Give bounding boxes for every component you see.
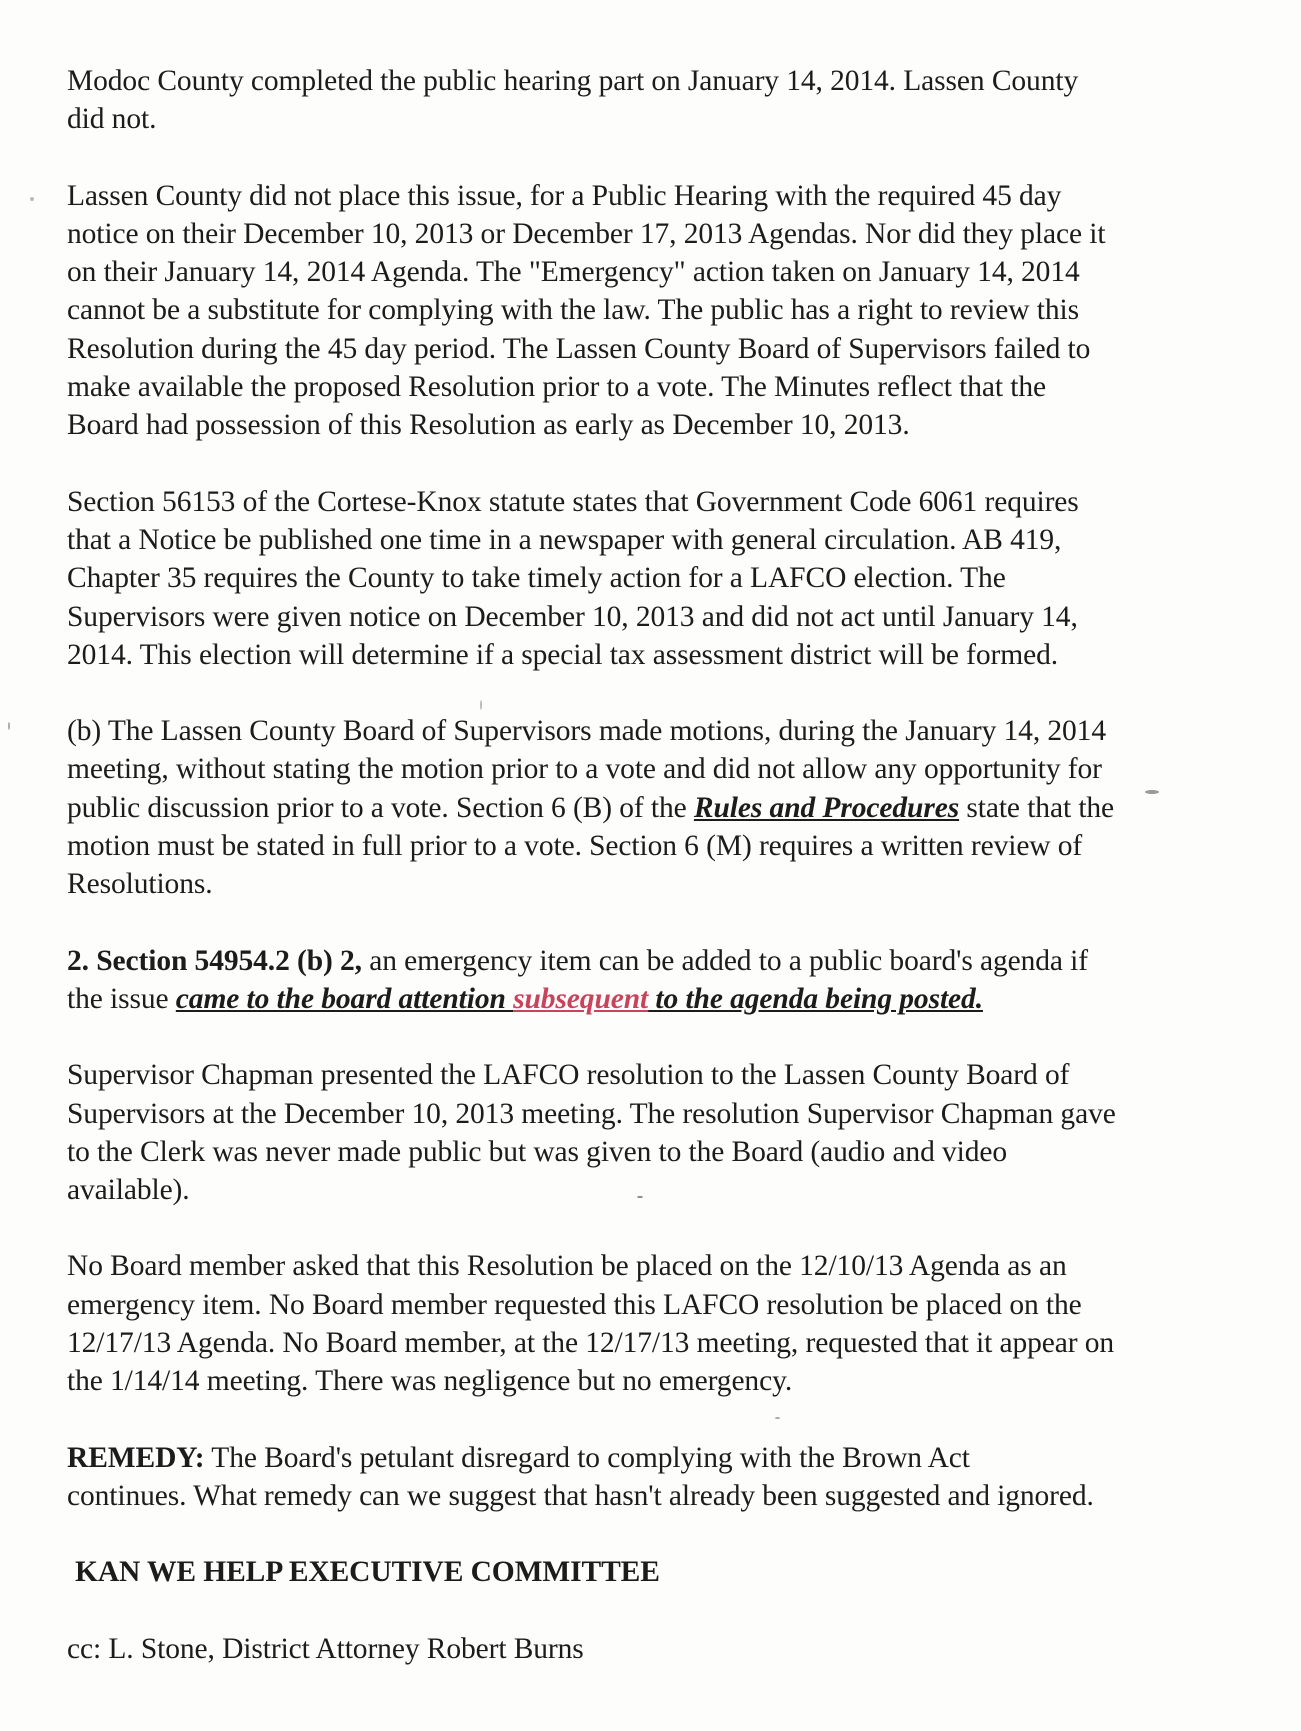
letter-body	[67, 62, 1267, 1668]
text-line: did not.	[67, 103, 157, 136]
text-line	[67, 942, 1267, 980]
text-line: Resolutions.	[67, 868, 213, 901]
text-line: Resolution during the 45 day period. The Lassen County Board of Supervisors failed to	[67, 332, 1091, 365]
text-line: the 1/14/14 meeting. There was negligence but no emergency.	[67, 1365, 793, 1398]
emphasis-text: to the agenda being posted.	[648, 982, 983, 1015]
text-line: on their January 14, 2014 Agenda. The "Emergency" action taken on January 14, 2014	[67, 256, 1080, 289]
scan-speck	[637, 1196, 643, 1198]
text-line: make available the proposed Resolution prior to a vote. The Minutes reflect that the	[67, 371, 1047, 404]
paragraph-public-hearing	[67, 177, 1267, 445]
section-reference: 2. Section 54954.2 (b) 2,	[67, 944, 362, 977]
subsequent-highlight: subsequent	[513, 982, 649, 1015]
paragraph-chapman	[67, 1056, 1267, 1209]
rules-and-procedures-emphasis: Rules and Procedures	[693, 791, 960, 824]
text-line: 12/17/13 Agenda. No Board member, at the 12/17/13 meeting, requested that it appear on	[67, 1327, 1115, 1360]
paragraph-remedy	[67, 1439, 1267, 1516]
text-line: available).	[67, 1174, 190, 1207]
text-line: emergency item. No Board member requested this LAFCO resolution be placed on the	[67, 1288, 1082, 1321]
scan-speck	[1145, 790, 1159, 794]
text-span: state that the	[959, 791, 1115, 824]
text-line	[67, 789, 1267, 827]
text-line: Lassen County did not place this issue, for a Public Hearing with the required 45 day	[67, 179, 1062, 212]
scan-speck	[775, 1417, 780, 1419]
paragraph-modoc	[67, 62, 1267, 139]
scan-speck	[8, 722, 10, 730]
text-line: that a Notice be published one time in a newspaper with general circulation. AB 419,	[67, 523, 1062, 556]
text-line: continues. What remedy can we suggest that hasn't already been suggested and ignored.	[67, 1479, 1094, 1512]
scan-speck	[480, 700, 482, 710]
text-line: Chapter 35 requires the County to take timely action for a LAFCO election. The	[67, 562, 1006, 595]
text-line: motion must be stated in full prior to a vote. Section 6 (M) requires a written review of	[67, 830, 1083, 863]
cc-line: cc: L. Stone, District Attorney Robert Burns	[67, 1632, 584, 1665]
emphasis-text: came to the board attention	[175, 982, 514, 1015]
signature-committee: KAN WE HELP EXECUTIVE COMMITTEE	[75, 1556, 660, 1589]
paragraph-motions	[67, 712, 1267, 903]
scan-speck	[30, 197, 34, 201]
paragraph-no-board-member	[67, 1247, 1267, 1400]
text-line: Section 56153 of the Cortese-Knox statute states that Government Code 6061 requires	[67, 485, 1079, 518]
paragraph-section-54954	[67, 942, 1267, 1019]
text-line	[67, 1439, 1267, 1477]
text-line: notice on their December 10, 2013 or December 17, 2013 Agendas. Nor did they place it	[67, 217, 1106, 250]
text-line: (b) The Lassen County Board of Supervisors made motions, during the January 14, 2014	[67, 715, 1106, 748]
text-line: 2014. This election will determine if a special tax assessment district will be formed.	[67, 638, 1059, 671]
text-line: Supervisors at the December 10, 2013 meeting. The resolution Supervisor Chapman gave	[67, 1097, 1116, 1130]
paragraph-cortese-knox	[67, 483, 1267, 674]
text-line: Supervisors were given notice on December 10, 2013 and did not act until January 14,	[67, 600, 1078, 633]
text-span: the issue	[67, 982, 176, 1015]
text-line: to the Clerk was never made public but was given to the Board (audio and video	[67, 1135, 1008, 1168]
text-span: The Board's petulant disregard to complying with the Brown Act	[204, 1441, 970, 1474]
text-line	[67, 980, 1267, 1018]
text-line: Board had possession of this Resolution as early as December 10, 2013.	[67, 409, 910, 442]
text-line: Supervisor Chapman presented the LAFCO resolution to the Lassen County Board of	[67, 1059, 1070, 1092]
text-span: public discussion prior to a vote. Section 6 (B) of the	[67, 791, 694, 824]
text-span: an emergency item can be added to a public board's agenda if	[361, 944, 1088, 977]
text-line: cannot be a substitute for complying with the law. The public has a right to review this	[67, 294, 1080, 327]
text-line: No Board member asked that this Resolution be placed on the 12/10/13 Agenda as an	[67, 1250, 1067, 1283]
text-line: Modoc County completed the public hearing part on January 14, 2014. Lassen County	[67, 65, 1079, 97]
text-line: meeting, without stating the motion prior to a vote and did not allow any opportunity for	[67, 753, 1102, 786]
remedy-label: REMEDY:	[67, 1441, 205, 1474]
